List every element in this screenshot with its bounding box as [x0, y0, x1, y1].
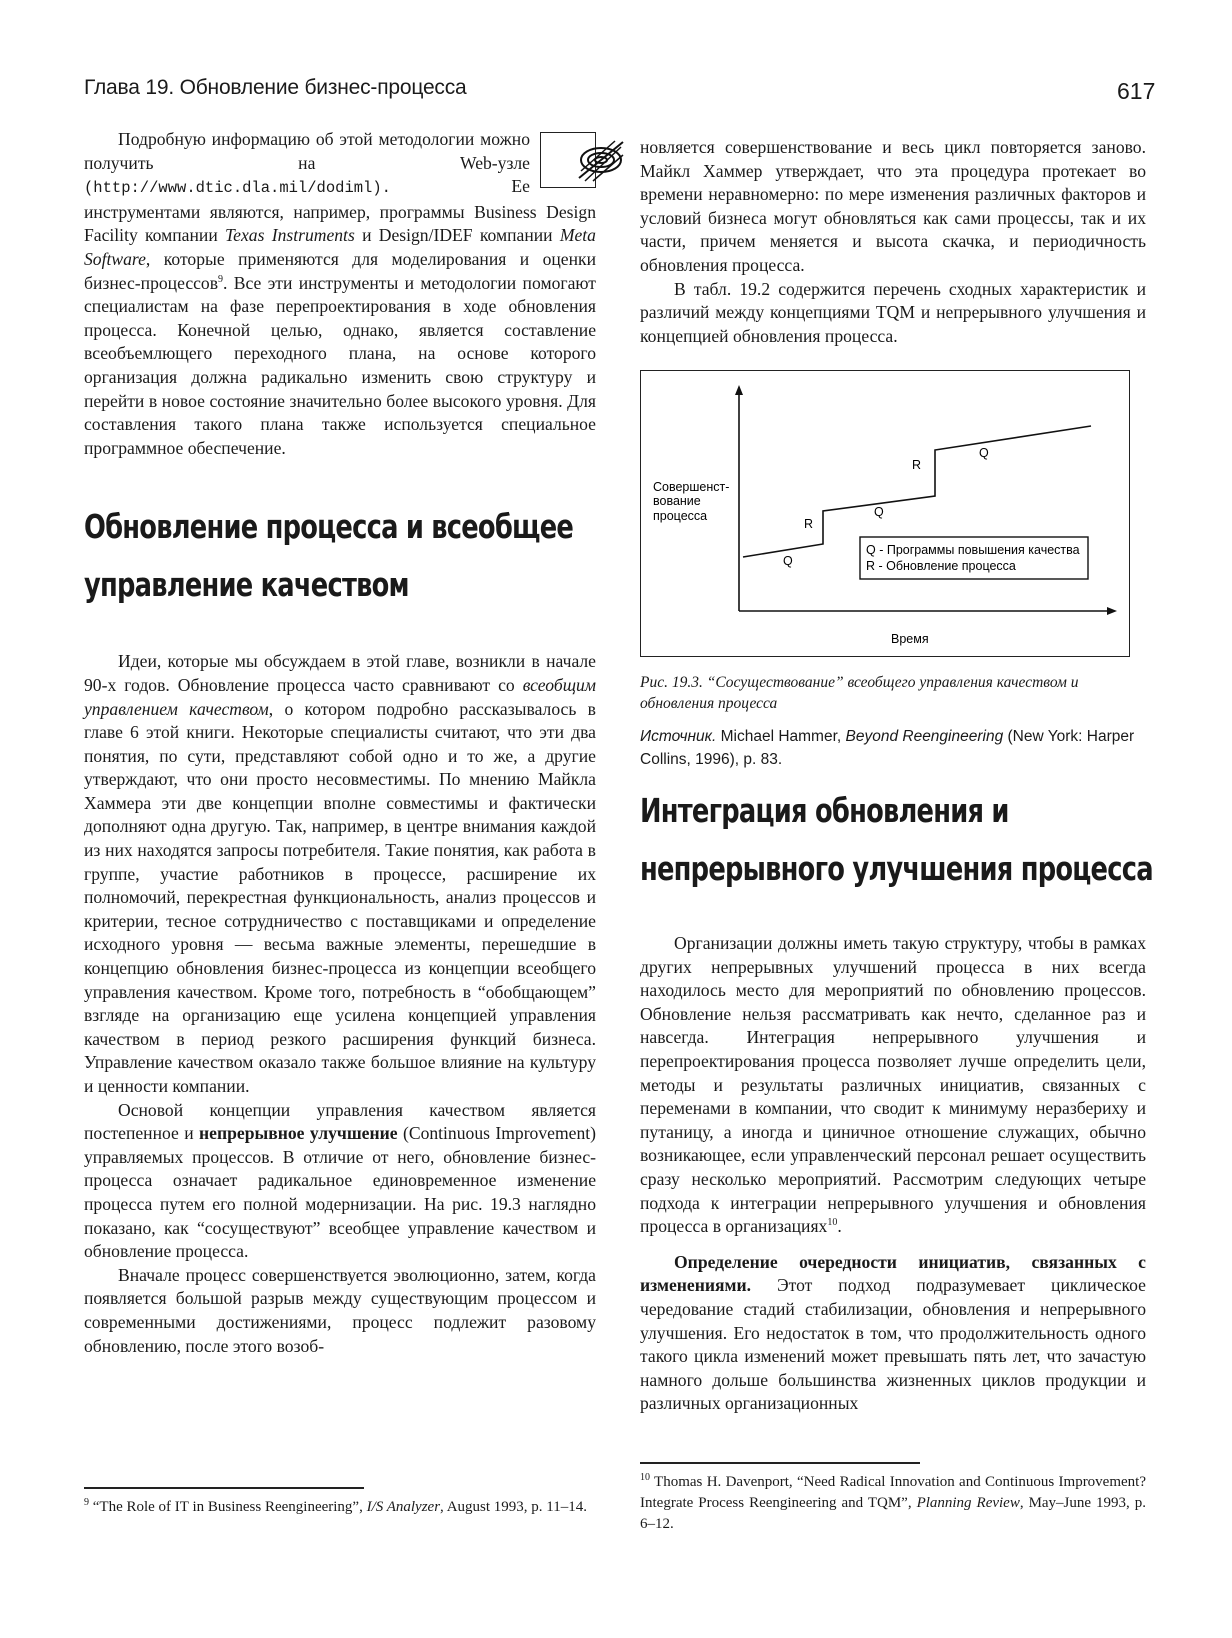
- sequencing-term: Определение очередности инициатив, связанных с изменениями.: [640, 1251, 1146, 1296]
- section-heading-integration-line2: непрерывного улучшения процесса: [640, 849, 1153, 888]
- methodology-text-3: и Design/IDEF компании: [354, 225, 560, 246]
- methodology-text-4: , которые применяются для моделирования и оценки бизнес-процессов: [84, 248, 596, 293]
- methodology-text-5: . Все эти инструменты и методологии помогают специалистам на фазе перепроектирования в ходе обновления процесса. Конечной целью, однако, является составление всеобъемлющего переходного плана, на основе которого организация должна радикально изменить свою структуру и перейти в новое состояние значительно более высокого уровня. Для составления такого плана также используется специальное программное обеспечение.: [84, 272, 596, 458]
- methodology-text-1: Подробную информацию об этой методологии можно получить на Web-узле: [84, 129, 530, 173]
- figure-source: [640, 725, 1146, 771]
- ci-term: непрерывное улучшение: [199, 1123, 398, 1144]
- paragraph-continuation: новляется совершенствование и весь цикл повторяется заново. Майкл Хаммер утверждает, что эта процедура протекает во времени неравномерно: по мере изменения различных факторов и условий бизнеса могут обновляться как сами процессы, так и их части, причем меняется и высота скачка, и периодичность обновления процесса.: [640, 137, 1146, 275]
- figure-caption: Рис. 19.3. “Сосуществование” всеобщего управления качеством и обновления процесса: [640, 674, 1079, 712]
- footnote-rule-right: [640, 1462, 920, 1464]
- footnote-ref-10: 10: [827, 1217, 838, 1229]
- running-header-chapter: Глава 19. Обновление бизнес-процесса: [84, 76, 467, 99]
- meta-software: Meta Software: [84, 225, 596, 269]
- y-axis-arrow: [735, 385, 743, 395]
- ideas-text-2: , о котором подробно рассказывалось в главе 6 этой книги. Некоторые специалисты считают, что эти два понятия, по сути, представляют собой одно и то же, а другие утверждают, что они просто несовместимы. По мнению Майкла Хаммера эти две концепции вполне совместимы и фактически дополняют одна другую. Так, например, в центре внимания каждой из них находятся запросы потребителя. Такие понятия, как работа в группе, участие работников в процессе, расширение их полномочий, перекрестная функциональность, анализ процессов и критерии, тесное сотрудничество с поставщиками и определение исходного уровня — весьма важные элементы, перешедшие в концепцию обновления бизнес-процесса из концепции всеобщего управления качеством. Кроме того, потребность в “обобщающем” взгляде на организацию еще усилена концепцией управления качеством в период резкого расширения функций бизнеса. Управление качеством оказало также большое влияние на культуру и ценности компании.: [84, 698, 596, 1096]
- footnote-10: [640, 1472, 1146, 1535]
- y-label-line3: процесса: [653, 509, 708, 523]
- footnote-rule-left: [84, 1487, 364, 1489]
- web-site-icon: [540, 132, 596, 188]
- footnote-9-journal: I/S Analyzer: [366, 1499, 441, 1515]
- footnote-10-text-1: Thomas H. Davenport, “Need Radical Innovation and Continuous Improvement? Integrate Process Reengineering and TQM”,: [640, 1474, 1146, 1511]
- legend-q: Q - Программы повышения качества: [866, 543, 1080, 557]
- y-label-line2: вование: [653, 494, 701, 508]
- ci-text-2: (Continuous Improvement) управляемых процессов. В отличие от него, обновление бизнес-процесса означает радикальное единовременное изменение процесса путем его полной модернизации. На рис. 19.3 наглядно показано, как “сосуществуют” всеобщее управление качеством и обновление процесса.: [84, 1123, 597, 1262]
- footnote-9-text-2: , August 1993, p. 11–14.: [440, 1499, 587, 1515]
- footnote-9-text-1: “The Role of IT in Business Reengineering”,: [89, 1499, 367, 1515]
- x-label: Время: [891, 632, 929, 646]
- dtic-url: (http://www.dtic.dla.mil/dodiml).: [84, 179, 391, 198]
- source-text-1: Michael Hammer,: [716, 728, 846, 745]
- footnote-9-number: 9: [84, 1497, 89, 1508]
- figure-19-3: [640, 370, 1130, 657]
- step-label-q1: Q: [783, 554, 793, 568]
- section-heading-tqm-line2: управление качеством: [84, 565, 409, 605]
- source-label: Источник.: [640, 728, 717, 745]
- right-column-bottom: [640, 782, 1153, 1416]
- section-heading-tqm-line1: Обновление процесса и всеобщее: [84, 507, 574, 547]
- step-label-r1: R: [804, 517, 814, 531]
- sequencing-text: Этот подход подразумевает циклическое чередование стадий стабилизации, обновления и непрерывного улучшения. Его недостаток в том, что продолжительность одного такого цикла изменений может превышать пять лет, что зачастую намного дольше большинства жизненных циклов продукции и различных организационных: [640, 1275, 1146, 1414]
- source-text-2: (New York: Harper Collins, 1996), p. 83.: [640, 728, 1135, 768]
- step-label-r2: R: [912, 458, 922, 472]
- texas-instruments: Texas Instruments: [225, 225, 355, 246]
- paragraph-sequencing: [640, 1251, 1146, 1416]
- paragraph-evolution: Вначале процесс совершенствуется эволюционно, затем, когда появляется большой разрыв между существующим процессом и современными достижениями, процесс подлежит разовому обновлению, после этого возоб-: [84, 1264, 596, 1356]
- y-label-line1: Совершенст-: [653, 480, 730, 494]
- footnote-10-journal: Planning Review: [916, 1495, 1020, 1511]
- paragraph-ideas: [84, 650, 596, 1098]
- paragraph-organizations: [640, 932, 1146, 1239]
- ideas-text-1: Идеи, которые мы обсуждаем в этой главе, возникли в начале 90-х годов. Обновление процесса часто сравнивают со: [84, 651, 596, 695]
- section-heading-integration-line1: Интеграция обновления и: [640, 791, 1009, 830]
- footnote-10-text-2: , May–June 1993, p. 6–12.: [640, 1495, 1146, 1532]
- x-axis-arrow: [1107, 607, 1117, 615]
- tqm-term: всеобщим управлением качеством: [84, 674, 596, 719]
- footnote-9: [84, 1497, 596, 1518]
- page-number: 617: [1117, 78, 1156, 104]
- right-column-top: [640, 136, 1146, 348]
- paragraph-table-ref: В табл. 19.2 содержится перечень сходных характеристик и различий между концепциями TQM и непрерывного улучшения и концепцией обновления процесса.: [640, 278, 1146, 346]
- left-column: [84, 128, 596, 1358]
- step-label-q3: Q: [979, 446, 989, 460]
- step-label-q2: Q: [874, 505, 884, 519]
- footnote-ref-9: 9: [218, 273, 224, 285]
- paragraph-continuous-improvement: [84, 1099, 596, 1264]
- org-text-1: Организации должны иметь такую структуру, чтобы в рамках других непрерывных улучшений процесса в них всегда находилось место для мероприятий по обновлению процессов. Обновление нельзя рассматривать как нечто, сделанное раз и навсегда. Интеграция непрерывного улучшения и перепроектирования процесса позволяет лучше определить цели, методы и результаты различных инициатив, связанных с переменами в компании, что сводит к минимуму неразбериху и путаницу, а иногда и циничное отношение служащих, обычно возникающее, если управленческий персонал решает осуществить сразу несколько мероприятий. Рассмотрим следующих четыре подхода к интеграции непрерывного улучшения и обновления процесса в организациях: [640, 933, 1146, 1237]
- source-book: Beyond Reengineering: [845, 728, 1004, 745]
- paragraph-methodology: [84, 128, 596, 460]
- methodology-text-2: Ее инструментами являются, например, программы Business Design Facility компании: [84, 176, 596, 246]
- footnote-10-number: 10: [640, 1472, 650, 1483]
- legend-r: R - Обновление процесса: [866, 559, 1016, 573]
- org-text-2: .: [837, 1216, 842, 1237]
- ci-text-1: Основой концепции управления качеством является постепенное и: [84, 1099, 596, 1144]
